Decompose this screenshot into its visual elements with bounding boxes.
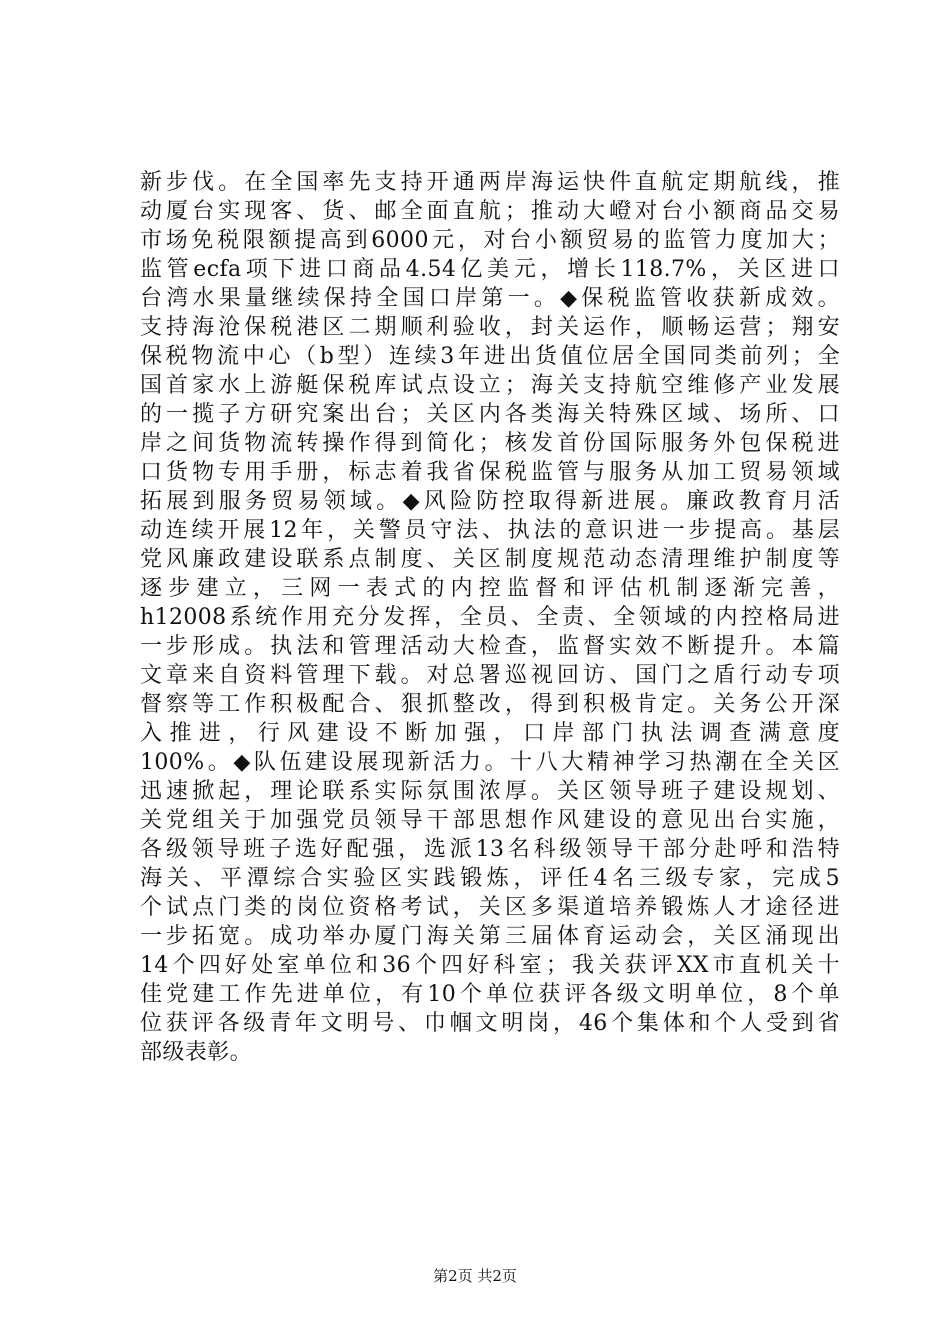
text-line: 新步伐。在全国率先支持开通两岸海运快件直航定期航线，推 — [140, 170, 840, 195]
text-line: 保税物流中心（b型）连续3年进出货值位居全国同类前列；全 — [140, 344, 840, 369]
text-line: 部级表彰。 — [140, 1040, 253, 1065]
text-line: 的一揽子方研究案出台；关区内各类海关特殊区域、场所、口 — [140, 402, 840, 427]
text-line: 动连续开展12年，关警员守法、执法的意识进一步提高。基层 — [140, 518, 840, 543]
text-line: 逐步建立，三网一表式的内控监督和评估机制逐渐完善， — [140, 576, 840, 601]
text-line: 迅速掀起，理论联系实际氛围浓厚。关区领导班子建设规划、 — [140, 779, 840, 804]
text-line: 台湾水果量继续保持全国口岸第一。◆保税监管收获新成效。 — [140, 286, 840, 311]
text-line: 岸之间货物流转操作得到简化；核发首份国际服务外包保税进 — [140, 431, 840, 456]
text-line: 入推进，行风建设不断加强，口岸部门执法调查满意度 — [140, 721, 840, 746]
text-line: 动厦台实现客、货、邮全面直航；推动大嶝对台小额商品交易 — [140, 199, 840, 224]
text-line: 监管ecfa项下进口商品4.54亿美元，增长118.7%，关区进口 — [140, 257, 840, 282]
text-line: 海关、平潭综合实验区实践锻炼，评任4名三级专家，完成5 — [140, 866, 840, 891]
text-line: 国首家水上游艇保税库试点设立；海关支持航空维修产业发展 — [140, 373, 840, 398]
body-paragraph — [140, 168, 840, 1067]
text-line: 佳党建工作先进单位，有10个单位获评各级文明单位，8个单 — [140, 982, 840, 1007]
text-line: 个试点门类的岗位资格考试，关区多渠道培养锻炼人才途径进 — [140, 895, 840, 920]
text-line: 支持海沧保税港区二期顺利验收，封关运作，顺畅运营；翔安 — [140, 315, 840, 340]
text-line: 100%。◆队伍建设展现新活力。十八大精神学习热潮在全关区 — [140, 750, 840, 775]
text-line: h12008系统作用充分发挥，全员、全责、全领域的内控格局进 — [140, 605, 840, 630]
text-line: 关党组关于加强党员领导干部思想作风建设的意见出台实施， — [140, 808, 840, 833]
text-line: 位获评各级青年文明号、巾帼文明岗，46个集体和个人受到省 — [140, 1011, 840, 1036]
text-line: 一步形成。执法和管理活动大检查，监督实效不断提升。本篇 — [140, 634, 840, 659]
text-line: 督察等工作积极配合、狠抓整改，得到积极肯定。关务公开深 — [140, 692, 840, 717]
text-line: 口货物专用手册，标志着我省保税监管与服务从加工贸易领域 — [140, 460, 840, 485]
text-line: 党风廉政建设联系点制度、关区制度规范动态清理维护制度等 — [140, 547, 840, 572]
text-line: 文章来自资料管理下载。对总署巡视回访、国门之盾行动专项 — [140, 663, 840, 688]
text-line: 一步拓宽。成功举办厦门海关第三届体育运动会，关区涌现出 — [140, 924, 840, 949]
page-footer: 第2页 共2页 — [433, 1267, 517, 1285]
text-line: 14个四好处室单位和36个四好科室；我关获评XX市直机关十 — [140, 953, 840, 978]
text-line: 拓展到服务贸易领域。◆风险防控取得新进展。廉政教育月活 — [140, 489, 840, 514]
text-line: 各级领导班子选好配强，选派13名科级领导干部分赴呼和浩特 — [140, 837, 840, 862]
text-line: 市场免税限额提高到6000元，对台小额贸易的监管力度加大； — [140, 228, 840, 253]
